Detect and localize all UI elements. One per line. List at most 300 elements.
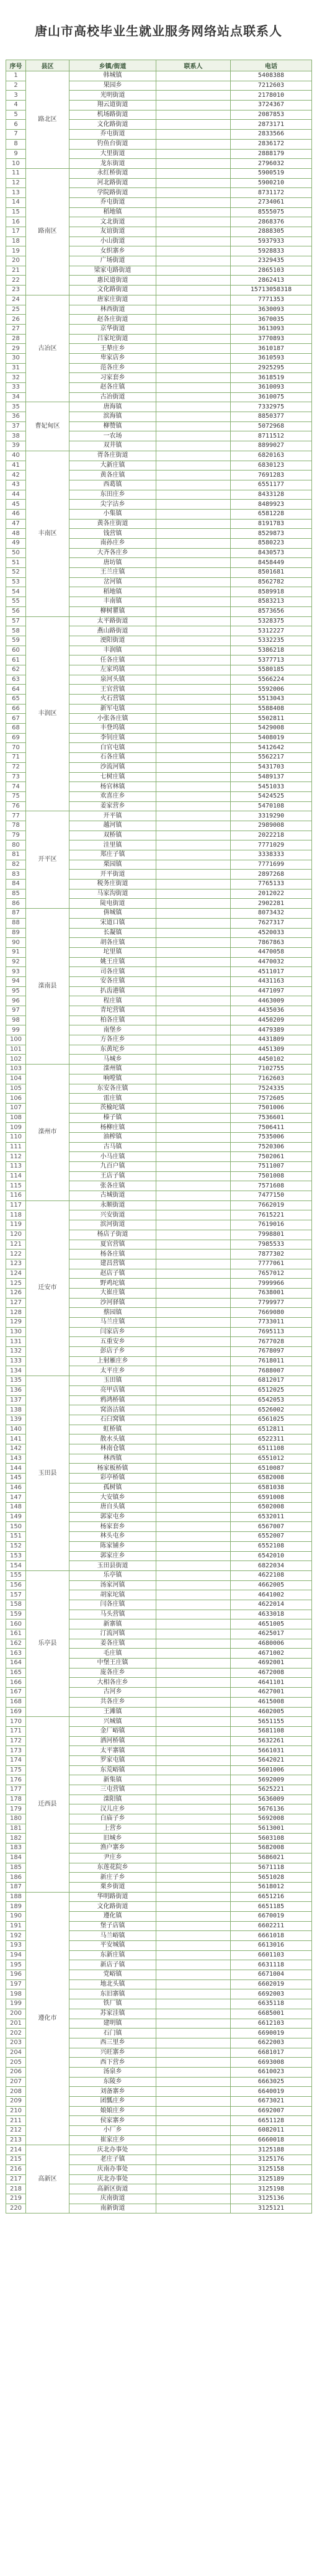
- town-cell: 梁家屯路街道: [69, 266, 156, 276]
- phone-cell: 5692009: [231, 1775, 312, 1785]
- contact-cell: [156, 110, 231, 120]
- town-cell: 税务庄街道: [69, 880, 156, 889]
- town-cell: 古城街道: [69, 1191, 156, 1201]
- phone-cell: 3125198: [231, 2184, 312, 2194]
- row-index: 29: [6, 344, 26, 354]
- phone-cell: 5592006: [231, 685, 312, 695]
- contact-cell: [156, 967, 231, 977]
- contact-cell: [156, 1132, 231, 1142]
- phone-cell: 6512811: [231, 1425, 312, 1434]
- phone-cell: 8711512: [231, 431, 312, 441]
- phone-cell: 4511017: [231, 967, 312, 977]
- phone-cell: 5651155: [231, 1717, 312, 1727]
- contact-cell: [156, 1415, 231, 1425]
- phone-cell: 4479389: [231, 1025, 312, 1035]
- row-index: 194: [6, 1950, 26, 1960]
- contact-cell: [156, 1853, 231, 1863]
- row-index: 156: [6, 1580, 26, 1590]
- contact-cell: [156, 286, 231, 295]
- phone-cell: 5424525: [231, 791, 312, 801]
- town-cell: 兴城镇: [69, 1717, 156, 1727]
- contact-cell: [156, 1474, 231, 1484]
- contact-cell: [156, 1873, 231, 1883]
- phone-cell: 2796032: [231, 159, 312, 169]
- contact-cell: [156, 2019, 231, 2029]
- contact-cell: [156, 695, 231, 705]
- row-index: 88: [6, 918, 26, 928]
- town-cell: 石门镇: [69, 2029, 156, 2038]
- phone-cell: 5332235: [231, 636, 312, 646]
- row-index: 133: [6, 1356, 26, 1366]
- phone-cell: 5489137: [231, 772, 312, 782]
- row-index: 141: [6, 1434, 26, 1444]
- town-cell: 杨官林镇: [69, 782, 156, 792]
- contact-cell: [156, 402, 231, 412]
- contact-cell: [156, 1385, 231, 1395]
- row-index: 4: [6, 101, 26, 110]
- phone-cell: 8562782: [231, 577, 312, 587]
- phone-cell: 2329435: [231, 256, 312, 266]
- contact-cell: [156, 1649, 231, 1659]
- contact-cell: [156, 2058, 231, 2068]
- contact-cell: [156, 1191, 231, 1201]
- row-index: 178: [6, 1795, 26, 1804]
- town-cell: 油榨镇: [69, 1132, 156, 1142]
- contact-cell: [156, 762, 231, 772]
- town-cell: 西葛镇: [69, 480, 156, 490]
- contact-cell: [156, 1454, 231, 1464]
- phone-cell: 6690019: [231, 2029, 312, 2038]
- contact-cell: [156, 1561, 231, 1571]
- row-index: 116: [6, 1191, 26, 1201]
- table-row: [6, 1717, 312, 1727]
- phone-cell: 4622014: [231, 1600, 312, 1610]
- contact-cell: [156, 91, 231, 101]
- phone-cell: 5408019: [231, 733, 312, 743]
- town-cell: 李钊庄镇: [69, 733, 156, 743]
- contact-cell: [156, 811, 231, 821]
- contact-cell: [156, 1765, 231, 1775]
- row-index: 140: [6, 1425, 26, 1434]
- phone-cell: 4431809: [231, 1035, 312, 1045]
- phone-cell: 2989008: [231, 821, 312, 831]
- phone-cell: 2022218: [231, 831, 312, 840]
- phone-cell: 6602211: [231, 1921, 312, 1931]
- town-cell: 石各庄镇: [69, 753, 156, 763]
- town-cell: 安各庄镇: [69, 976, 156, 986]
- row-index: 97: [6, 1006, 26, 1016]
- row-index: 89: [6, 928, 26, 938]
- phone-cell: 5566224: [231, 675, 312, 685]
- contact-cell: [156, 616, 231, 626]
- town-cell: 翔云道街道: [69, 101, 156, 110]
- phone-cell: 6561025: [231, 1415, 312, 1425]
- district-cell: 丰南区: [26, 451, 69, 616]
- town-cell: 东旧寨镇: [69, 1989, 156, 1999]
- town-cell: 东安各庄镇: [69, 1084, 156, 1094]
- phone-cell: 6522311: [231, 1434, 312, 1444]
- phone-cell: 4692001: [231, 1659, 312, 1669]
- town-cell: 王官营镇: [69, 685, 156, 695]
- row-index: 212: [6, 2126, 26, 2136]
- phone-cell: 4633018: [231, 1610, 312, 1619]
- town-cell: 姜家营乡: [69, 801, 156, 811]
- row-index: 146: [6, 1483, 26, 1493]
- contact-cell: [156, 880, 231, 889]
- town-cell: 陡电街道: [69, 899, 156, 909]
- phone-cell: 7511007: [231, 1162, 312, 1172]
- phone-cell: 3610593: [231, 353, 312, 363]
- town-cell: 程庄镇: [69, 996, 156, 1006]
- town-cell: 闫家店乡: [69, 1327, 156, 1337]
- contact-cell: [156, 1240, 231, 1250]
- phone-cell: 4471097: [231, 986, 312, 996]
- phone-cell: 6631118: [231, 1960, 312, 1970]
- row-index: 189: [6, 1902, 26, 1912]
- contact-cell: [156, 207, 231, 217]
- contact-cell: [156, 1220, 231, 1230]
- town-cell: 小山街道: [69, 236, 156, 246]
- contact-cell: [156, 1035, 231, 1045]
- contact-cell: [156, 1629, 231, 1639]
- phone-cell: 2925295: [231, 363, 312, 373]
- phone-cell: 5642021: [231, 1755, 312, 1765]
- row-index: 220: [6, 2204, 26, 2213]
- contact-cell: [156, 1464, 231, 1474]
- town-cell: 欢喜庄乡: [69, 791, 156, 801]
- district-cell: 丰润区: [26, 616, 69, 811]
- contact-cell: [156, 1074, 231, 1084]
- town-cell: 金厂峪镇: [69, 1726, 156, 1736]
- contact-cell: [156, 850, 231, 860]
- contact-cell: [156, 655, 231, 665]
- phone-cell: 6567007: [231, 1522, 312, 1532]
- contact-cell: [156, 1444, 231, 1454]
- contact-cell: [156, 1016, 231, 1025]
- contact-cell: [156, 431, 231, 441]
- town-cell: 散水头镇: [69, 1434, 156, 1444]
- contact-cell: [156, 1259, 231, 1269]
- row-index: 75: [6, 791, 26, 801]
- town-cell: 毛庄镇: [69, 1649, 156, 1659]
- row-index: 148: [6, 1503, 26, 1513]
- row-index: 181: [6, 1824, 26, 1834]
- contact-cell: [156, 276, 231, 286]
- phone-cell: 8458449: [231, 558, 312, 568]
- contact-cell: [156, 500, 231, 510]
- contact-cell: [156, 130, 231, 140]
- row-index: 81: [6, 850, 26, 860]
- row-index: 123: [6, 1259, 26, 1269]
- row-index: 168: [6, 1697, 26, 1707]
- district-cell: 高新区: [26, 2145, 69, 2213]
- row-index: 118: [6, 1210, 26, 1220]
- contact-cell: [156, 1570, 231, 1580]
- town-cell: 七树庄镇: [69, 772, 156, 782]
- phone-cell: 5072968: [231, 421, 312, 431]
- contact-cell: [156, 1610, 231, 1619]
- row-index: 102: [6, 1055, 26, 1065]
- row-index: 216: [6, 2164, 26, 2174]
- contact-cell: [156, 392, 231, 402]
- phone-cell: 6673021: [231, 2097, 312, 2107]
- phone-cell: 5671118: [231, 1863, 312, 1873]
- contact-cell: [156, 918, 231, 928]
- town-cell: 白庙子乡: [69, 1814, 156, 1824]
- contact-cell: [156, 665, 231, 675]
- town-cell: 乔屯街道: [69, 130, 156, 140]
- row-index: 155: [6, 1570, 26, 1580]
- row-index: 69: [6, 733, 26, 743]
- contact-cell: [156, 1113, 231, 1123]
- phone-cell: 6502008: [231, 1503, 312, 1513]
- row-index: 59: [6, 636, 26, 646]
- row-index: 157: [6, 1590, 26, 1600]
- contact-cell: [156, 168, 231, 178]
- contact-cell: [156, 1279, 231, 1289]
- phone-cell: 5601006: [231, 1765, 312, 1775]
- table-row: [6, 2145, 312, 2155]
- contact-cell: [156, 1775, 231, 1785]
- phone-cell: 7102755: [231, 1065, 312, 1074]
- contact-cell: [156, 1736, 231, 1746]
- phone-cell: 4662005: [231, 1580, 312, 1590]
- contact-cell: [156, 383, 231, 393]
- town-cell: 龙东街道: [69, 159, 156, 169]
- town-cell: 唐坊镇: [69, 558, 156, 568]
- row-index: 191: [6, 1921, 26, 1931]
- phone-cell: 6510087: [231, 1464, 312, 1474]
- town-cell: 陈家铺乡: [69, 1541, 156, 1551]
- contacts-table: [6, 60, 312, 2213]
- town-cell: 小厂乡: [69, 2126, 156, 2136]
- contact-cell: [156, 1697, 231, 1707]
- contact-cell: [156, 1288, 231, 1298]
- phone-cell: 5676136: [231, 1804, 312, 1814]
- row-index: 164: [6, 1659, 26, 1669]
- row-index: 172: [6, 1736, 26, 1746]
- phone-cell: 7985533: [231, 1240, 312, 1250]
- row-index: 215: [6, 2155, 26, 2165]
- phone-cell: 4625017: [231, 1629, 312, 1639]
- contact-cell: [156, 1425, 231, 1434]
- town-cell: 滨河街道: [69, 1220, 156, 1230]
- row-index: 84: [6, 880, 26, 889]
- row-index: 23: [6, 286, 26, 295]
- phone-cell: 3610093: [231, 383, 312, 393]
- contact-cell: [156, 685, 231, 695]
- phone-cell: 5681108: [231, 1726, 312, 1736]
- contact-cell: [156, 1814, 231, 1824]
- town-cell: 杨家套乡: [69, 1522, 156, 1532]
- phone-cell: 6551012: [231, 1454, 312, 1464]
- town-cell: 黄各庄镇: [69, 471, 156, 480]
- contact-cell: [156, 363, 231, 373]
- phone-cell: 3613093: [231, 324, 312, 334]
- row-index: 95: [6, 986, 26, 996]
- header-contact: 联系人: [156, 60, 231, 71]
- phone-cell: 7502061: [231, 1152, 312, 1162]
- phone-cell: 8555075: [231, 207, 312, 217]
- row-index: 193: [6, 1941, 26, 1951]
- town-cell: 郑庄子镇: [69, 850, 156, 860]
- town-cell: 河北路街道: [69, 178, 156, 188]
- town-cell: 栗乡街道: [69, 1882, 156, 1892]
- phone-cell: 5682008: [231, 1844, 312, 1853]
- contact-cell: [156, 2106, 231, 2116]
- phone-cell: 4435036: [231, 1006, 312, 1016]
- row-index: 217: [6, 2174, 26, 2184]
- row-index: 120: [6, 1230, 26, 1240]
- town-cell: 上射雁庄乡: [69, 1356, 156, 1366]
- phone-cell: 7678097: [231, 1347, 312, 1357]
- row-index: 119: [6, 1220, 26, 1230]
- contact-cell: [156, 1804, 231, 1814]
- phone-cell: 2178010: [231, 91, 312, 101]
- phone-cell: 5412642: [231, 743, 312, 753]
- town-cell: 东陵乡: [69, 2077, 156, 2087]
- phone-cell: 7618011: [231, 1356, 312, 1366]
- phone-cell: 7536601: [231, 1113, 312, 1123]
- row-index: 110: [6, 1132, 26, 1142]
- phone-cell: 8580223: [231, 539, 312, 549]
- town-cell: 东新庄镇: [69, 1950, 156, 1960]
- phone-cell: 3125136: [231, 2194, 312, 2204]
- contact-cell: [156, 421, 231, 431]
- row-index: 192: [6, 1931, 26, 1941]
- town-cell: 榛子镇: [69, 1113, 156, 1123]
- row-index: 35: [6, 402, 26, 412]
- phone-cell: 5636009: [231, 1795, 312, 1804]
- phone-cell: 5625221: [231, 1785, 312, 1795]
- row-index: 68: [6, 724, 26, 734]
- town-cell: 玉田县街道: [69, 1561, 156, 1571]
- row-index: 115: [6, 1181, 26, 1191]
- town-cell: 雷庄镇: [69, 1094, 156, 1104]
- town-cell: 杨家板桥镇: [69, 1464, 156, 1474]
- town-cell: 窝洛沽镇: [69, 1405, 156, 1415]
- contact-cell: [156, 1726, 231, 1736]
- town-cell: 姚王庄镇: [69, 957, 156, 967]
- town-cell: 南堡乡: [69, 1025, 156, 1035]
- contact-cell: [156, 587, 231, 597]
- phone-cell: 6601103: [231, 1950, 312, 1960]
- contact-cell: [156, 1337, 231, 1347]
- town-cell: 南新街道: [69, 2204, 156, 2213]
- row-index: 73: [6, 772, 26, 782]
- row-index: 85: [6, 889, 26, 899]
- contact-cell: [156, 1250, 231, 1259]
- table-row: [6, 168, 312, 178]
- phone-cell: 6526002: [231, 1405, 312, 1415]
- contact-cell: [156, 266, 231, 276]
- contact-cell: [156, 1863, 231, 1873]
- contact-cell: [156, 295, 231, 305]
- town-cell: 大新庄镇: [69, 461, 156, 471]
- row-index: 66: [6, 704, 26, 714]
- contact-cell: [156, 451, 231, 461]
- contact-cell: [156, 753, 231, 763]
- phone-cell: 7657012: [231, 1269, 312, 1279]
- town-cell: 文北街道: [69, 217, 156, 227]
- table-row: [6, 402, 312, 412]
- contact-cell: [156, 1795, 231, 1804]
- row-index: 3: [6, 91, 26, 101]
- town-cell: 滦州镇: [69, 1065, 156, 1074]
- phone-cell: 7212603: [231, 81, 312, 91]
- contact-cell: [156, 568, 231, 578]
- town-cell: 林西镇: [69, 1454, 156, 1464]
- town-cell: 燕山路街道: [69, 626, 156, 636]
- town-cell: 庆南街道: [69, 2194, 156, 2204]
- town-cell: 马家沟街道: [69, 889, 156, 899]
- contact-cell: [156, 441, 231, 451]
- contact-cell: [156, 743, 231, 753]
- row-index: 9: [6, 149, 26, 159]
- town-cell: 文化路街道: [69, 286, 156, 295]
- contact-cell: [156, 1902, 231, 1912]
- row-index: 74: [6, 782, 26, 792]
- town-cell: 沙河驿镇: [69, 1298, 156, 1308]
- phone-cell: 6651128: [231, 2116, 312, 2126]
- town-cell: 汤家河镇: [69, 1580, 156, 1590]
- contact-cell: [156, 577, 231, 587]
- row-index: 171: [6, 1726, 26, 1736]
- phone-cell: 5603108: [231, 1834, 312, 1844]
- phone-cell: 3125189: [231, 2174, 312, 2184]
- contact-cell: [156, 889, 231, 899]
- town-cell: 大相各庄乡: [69, 1678, 156, 1688]
- contact-cell: [156, 412, 231, 422]
- row-index: 5: [6, 110, 26, 120]
- town-cell: 大齐各庄乡: [69, 548, 156, 558]
- contact-cell: [156, 1103, 231, 1113]
- contact-cell: [156, 1356, 231, 1366]
- contact-cell: [156, 1931, 231, 1941]
- phone-cell: 5312227: [231, 626, 312, 636]
- contact-cell: [156, 1600, 231, 1610]
- town-cell: 侯家寨乡: [69, 2116, 156, 2126]
- contact-cell: [156, 938, 231, 948]
- phone-cell: 5613001: [231, 1824, 312, 1834]
- town-cell: 赵各庄街道: [69, 315, 156, 325]
- town-cell: 卑家店乡: [69, 353, 156, 363]
- row-index: 104: [6, 1074, 26, 1084]
- row-index: 159: [6, 1610, 26, 1619]
- town-cell: 长凝镇: [69, 928, 156, 938]
- phone-cell: 2836172: [231, 139, 312, 149]
- district-cell: 滦州市: [26, 1065, 69, 1201]
- contact-cell: [156, 149, 231, 159]
- phone-cell: 7771353: [231, 295, 312, 305]
- row-index: 56: [6, 606, 26, 616]
- contact-cell: [156, 1142, 231, 1152]
- phone-cell: 7520306: [231, 1142, 312, 1152]
- town-cell: 林西街道: [69, 305, 156, 315]
- town-cell: 王滩镇: [69, 1707, 156, 1717]
- phone-cell: 7162603: [231, 1074, 312, 1084]
- row-index: 11: [6, 168, 26, 178]
- contact-cell: [156, 1181, 231, 1191]
- town-cell: 丰南镇: [69, 597, 156, 607]
- contact-cell: [156, 1094, 231, 1104]
- contact-cell: [156, 519, 231, 529]
- phone-cell: 7999966: [231, 1279, 312, 1289]
- phone-cell: 6670019: [231, 1911, 312, 1921]
- town-cell: 栗园镇: [69, 860, 156, 870]
- district-cell: 路北区: [26, 71, 69, 169]
- phone-cell: 6651216: [231, 1892, 312, 1902]
